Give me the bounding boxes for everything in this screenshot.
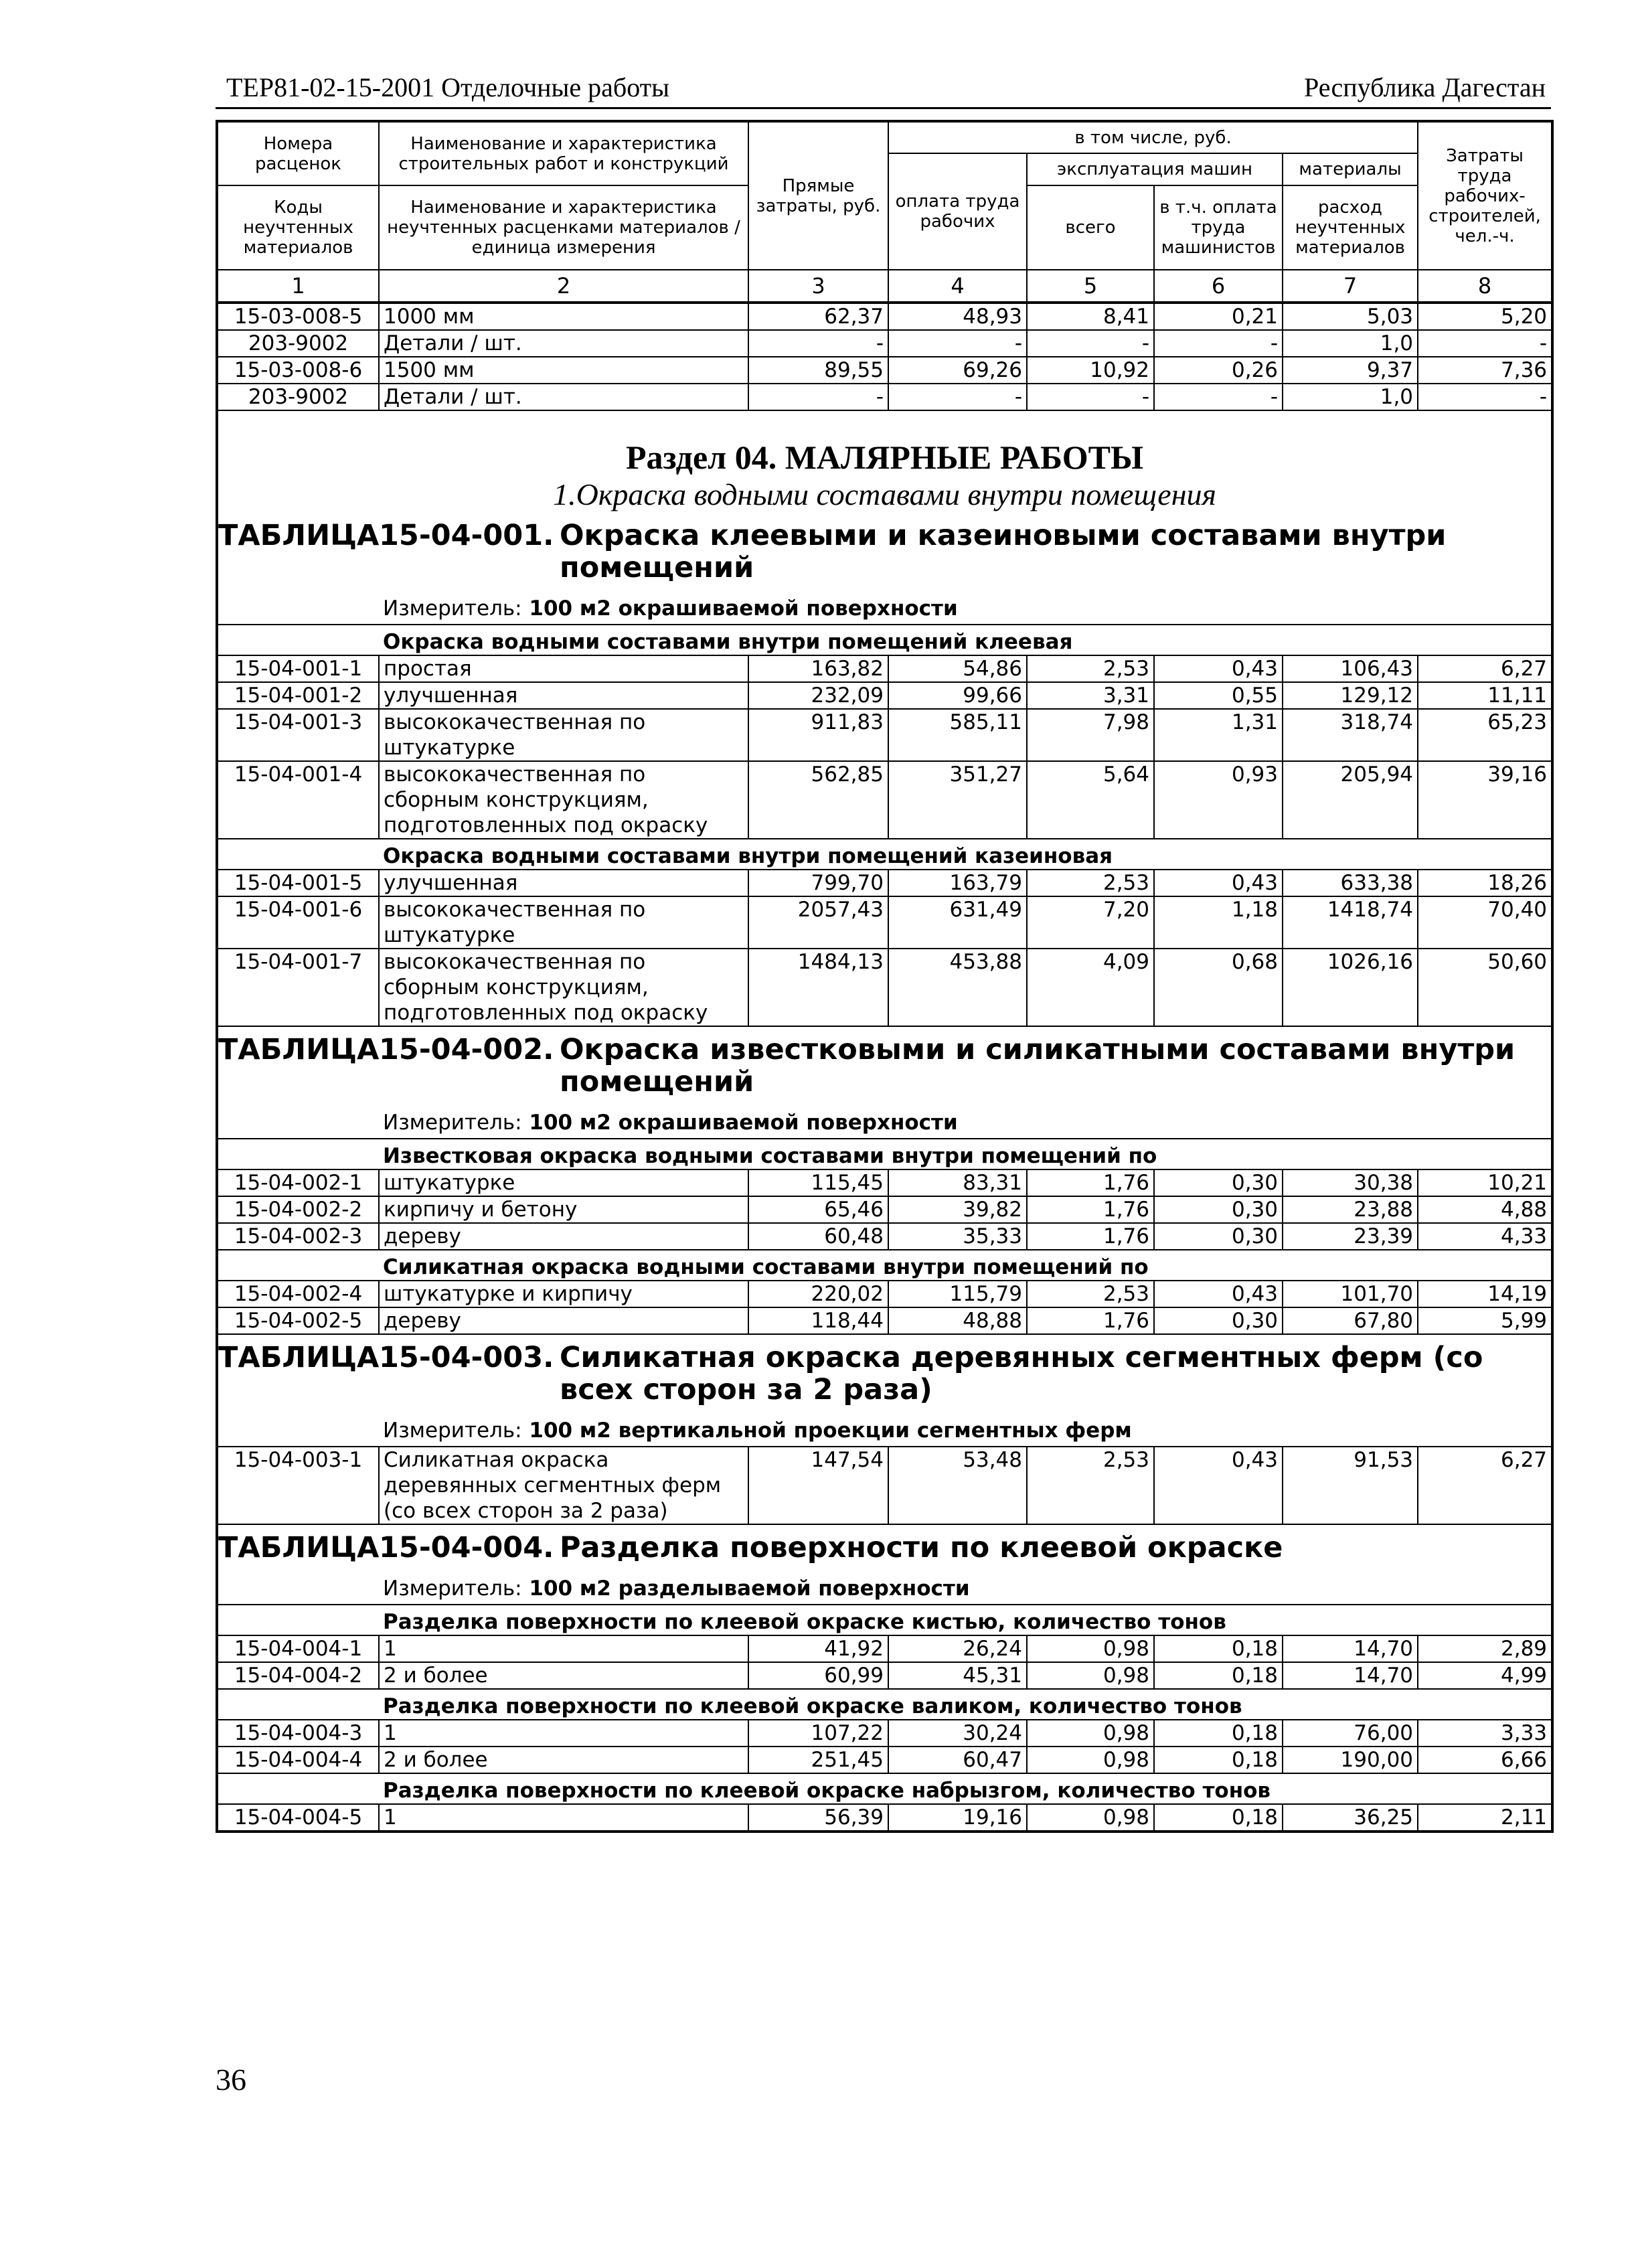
value-cell: 6,27	[1418, 1447, 1552, 1524]
subgroup-title: Разделка поверхности по клеевой окраске кистью, количество тонов	[379, 1605, 1552, 1635]
table-label: ТАБЛИЦА	[218, 519, 380, 552]
measure-row	[217, 1406, 1552, 1447]
value-cell: 453,88	[888, 949, 1027, 1026]
work-name: 1500 мм	[379, 357, 748, 384]
value-cell: 83,31	[888, 1169, 1027, 1196]
header-material-name: Наименование и характеристика неучтенных расценками материалов / единица измерения	[379, 185, 748, 270]
value-cell: -	[1418, 384, 1552, 410]
value-cell: 5,03	[1283, 303, 1418, 330]
table-row	[217, 896, 1552, 949]
header-materials: материалы	[1283, 153, 1418, 185]
subgroup-title: Окраска водными составами внутри помещений клеевая	[379, 625, 1552, 655]
table-label: ТАБЛИЦА	[218, 1531, 380, 1564]
table-row	[217, 655, 1552, 682]
value-cell: 115,79	[888, 1281, 1027, 1307]
measure-label: Измеритель:	[383, 1576, 522, 1601]
subgroup-title: Разделка поверхности по клеевой окраске набрызгом, количество тонов	[379, 1773, 1552, 1804]
value-cell: 2,53	[1027, 1447, 1154, 1524]
value-cell: 0,18	[1154, 1804, 1283, 1832]
value-cell: 190,00	[1283, 1747, 1418, 1773]
value-cell: 60,99	[748, 1662, 888, 1689]
value-cell: 0,30	[1154, 1169, 1283, 1196]
value-cell: 91,53	[1283, 1447, 1418, 1524]
measure-unit: 100 м2 окрашиваемой поверхности	[529, 1111, 958, 1135]
value-cell: 0,30	[1154, 1223, 1283, 1250]
value-cell: 0,30	[1154, 1307, 1283, 1334]
value-cell: 5,20	[1418, 303, 1552, 330]
value-cell: 14,19	[1418, 1281, 1552, 1307]
work-name: дереву	[379, 1307, 748, 1334]
table-header	[217, 121, 1552, 303]
table-row	[217, 1720, 1552, 1747]
measure-row	[217, 584, 1552, 625]
value-cell: -	[1154, 330, 1283, 357]
subgroup-title: Окраска водными составами внутри помещений казеиновая	[379, 839, 1552, 870]
measure-label: Измеритель:	[383, 1111, 522, 1135]
subgroup-row	[217, 1773, 1552, 1804]
table-row	[217, 1447, 1552, 1524]
value-cell: 0,43	[1154, 1281, 1283, 1307]
measure-unit: 100 м2 разделываемой поверхности	[529, 1576, 970, 1601]
subgroup-row	[217, 1605, 1552, 1635]
value-cell: 11,11	[1418, 682, 1552, 709]
value-cell: 0,18	[1154, 1720, 1283, 1747]
table-row	[217, 1169, 1552, 1196]
subgroup-row	[217, 839, 1552, 870]
value-cell: 1,76	[1027, 1169, 1154, 1196]
value-cell: 0,21	[1154, 303, 1283, 330]
value-cell: 0,43	[1154, 1447, 1283, 1524]
value-cell: 23,88	[1283, 1196, 1418, 1223]
rate-code: 15-04-001-6	[217, 896, 379, 949]
value-cell: 0,30	[1154, 1196, 1283, 1223]
work-name: простая	[379, 655, 748, 682]
work-name: Детали / шт.	[379, 330, 748, 357]
table-row	[217, 357, 1552, 384]
value-cell: 1418,74	[1283, 896, 1418, 949]
table-heading-row	[217, 1524, 1552, 1564]
value-cell: 3,31	[1027, 682, 1154, 709]
header-machine-total: всего	[1027, 185, 1154, 270]
work-name: 1	[379, 1804, 748, 1832]
column-number: 4	[888, 270, 1027, 303]
value-cell: 232,09	[748, 682, 888, 709]
value-cell: 89,55	[748, 357, 888, 384]
value-cell: 9,37	[1283, 357, 1418, 384]
value-cell: 2,53	[1027, 655, 1154, 682]
value-cell: 48,93	[888, 303, 1027, 330]
work-name: улучшенная	[379, 870, 748, 896]
value-cell: 2,53	[1027, 1281, 1154, 1307]
subgroup-title: Разделка поверхности по клеевой окраске валиком, количество тонов	[379, 1689, 1552, 1720]
rate-code: 203-9002	[217, 384, 379, 410]
section-heading-row	[217, 410, 1552, 513]
table-row	[217, 384, 1552, 410]
value-cell: 2,89	[1418, 1635, 1552, 1662]
value-cell: 4,88	[1418, 1196, 1552, 1223]
value-cell: -	[1418, 330, 1552, 357]
table-number: 15-04-004.	[379, 1531, 554, 1564]
value-cell: 60,47	[888, 1747, 1027, 1773]
value-cell: 0,93	[1154, 761, 1283, 839]
value-cell: 8,41	[1027, 303, 1154, 330]
measure-label: Измеритель:	[383, 1419, 522, 1443]
value-cell: 799,70	[748, 870, 888, 896]
value-cell: 35,33	[888, 1223, 1027, 1250]
rates-table	[216, 120, 1554, 1833]
table-row	[217, 1804, 1552, 1832]
header-including: в том числе, руб.	[888, 121, 1418, 153]
value-cell: 0,18	[1154, 1662, 1283, 1689]
value-cell: 1026,16	[1283, 949, 1418, 1026]
rate-code: 15-04-004-3	[217, 1720, 379, 1747]
rate-code: 15-04-004-5	[217, 1804, 379, 1832]
value-cell: 631,49	[888, 896, 1027, 949]
value-cell: 0,43	[1154, 655, 1283, 682]
rate-code: 15-04-002-2	[217, 1196, 379, 1223]
header-material-codes: Коды неучтенных материалов	[217, 185, 379, 270]
value-cell: 0,98	[1027, 1635, 1154, 1662]
table-row	[217, 1747, 1552, 1773]
value-cell: 19,16	[888, 1804, 1027, 1832]
column-numbers-row	[217, 270, 1552, 303]
value-cell: -	[1154, 384, 1283, 410]
header-labor-costs: Затраты труда рабочих-строителей, чел.-ч.	[1418, 121, 1552, 270]
work-name: высококачественная по штукатурке	[379, 896, 748, 949]
column-number: 2	[379, 270, 748, 303]
value-cell: 6,27	[1418, 655, 1552, 682]
rate-code: 15-04-001-1	[217, 655, 379, 682]
table-title: Окраска клеевыми и казеиновыми составами внутри помещений	[560, 519, 1447, 584]
value-cell: 1,31	[1154, 709, 1283, 761]
table-heading-row	[217, 1026, 1552, 1098]
value-cell: 585,11	[888, 709, 1027, 761]
value-cell: -	[888, 384, 1027, 410]
measure-unit: 100 м2 окрашиваемой поверхности	[529, 596, 958, 621]
rate-code: 203-9002	[217, 330, 379, 357]
value-cell: 7,20	[1027, 896, 1154, 949]
value-cell: 251,45	[748, 1747, 888, 1773]
work-name: высококачественная по сборным конструкциям, подготовленных под окраску	[379, 949, 748, 1026]
measure-row	[217, 1098, 1552, 1139]
value-cell: 4,09	[1027, 949, 1154, 1026]
measure-unit: 100 м2 вертикальной проекции сегментных ферм	[529, 1419, 1132, 1443]
value-cell: 0,98	[1027, 1720, 1154, 1747]
section-title: Раздел 04. МАЛЯРНЫЕ РАБОТЫ	[625, 438, 1144, 476]
value-cell: 1,76	[1027, 1196, 1154, 1223]
value-cell: 65,46	[748, 1196, 888, 1223]
rate-code: 15-04-002-1	[217, 1169, 379, 1196]
value-cell: 67,80	[1283, 1307, 1418, 1334]
value-cell: 3,33	[1418, 1720, 1552, 1747]
header-region: Республика Дагестан	[1304, 72, 1546, 102]
rate-code: 15-04-001-7	[217, 949, 379, 1026]
work-name: 1000 мм	[379, 303, 748, 330]
table-heading-row	[217, 1334, 1552, 1406]
rate-code: 15-04-003-1	[217, 1447, 379, 1524]
rate-code: 15-04-002-4	[217, 1281, 379, 1307]
value-cell: 2,11	[1418, 1804, 1552, 1832]
rate-code: 15-03-008-5	[217, 303, 379, 330]
value-cell: 562,85	[748, 761, 888, 839]
table-row	[217, 709, 1552, 761]
table-number: 15-04-003.	[379, 1341, 554, 1374]
table-title: Силикатная окраска деревянных сегментных ферм (со всех сторон за 2 раза)	[560, 1341, 1483, 1406]
rate-code: 15-04-004-2	[217, 1662, 379, 1689]
rate-code: 15-04-001-3	[217, 709, 379, 761]
rate-code: 15-03-008-6	[217, 357, 379, 384]
value-cell: 205,94	[1283, 761, 1418, 839]
table-title: Разделка поверхности по клеевой окраске	[560, 1531, 1283, 1564]
subgroup-title: Силикатная окраска водными составами внутри помещений по	[379, 1250, 1552, 1281]
table-row	[217, 1307, 1552, 1334]
value-cell: 56,39	[748, 1804, 888, 1832]
value-cell: 60,48	[748, 1223, 888, 1250]
value-cell: 351,27	[888, 761, 1027, 839]
rate-code: 15-04-002-3	[217, 1223, 379, 1250]
work-name: Детали / шт.	[379, 384, 748, 410]
rate-code: 15-04-002-5	[217, 1307, 379, 1334]
value-cell: 99,66	[888, 682, 1027, 709]
value-cell: 36,25	[1283, 1804, 1418, 1832]
column-number: 7	[1283, 270, 1418, 303]
value-cell: 5,99	[1418, 1307, 1552, 1334]
value-cell: 65,23	[1418, 709, 1552, 761]
table-row	[217, 1662, 1552, 1689]
column-number: 6	[1154, 270, 1283, 303]
value-cell: 0,18	[1154, 1635, 1283, 1662]
value-cell: 30,38	[1283, 1169, 1418, 1196]
value-cell: 633,38	[1283, 870, 1418, 896]
work-name: высококачественная по сборным конструкциям, подготовленных под окраску	[379, 761, 748, 839]
rate-code: 15-04-001-5	[217, 870, 379, 896]
column-number: 1	[217, 270, 379, 303]
work-name: штукатурке и кирпичу	[379, 1281, 748, 1307]
value-cell: 0,43	[1154, 870, 1283, 896]
work-name: 2 и более	[379, 1662, 748, 1689]
header-machine-operation: эксплуатация машин	[1027, 153, 1283, 185]
value-cell: 69,26	[888, 357, 1027, 384]
value-cell: 163,79	[888, 870, 1027, 896]
value-cell: 6,66	[1418, 1747, 1552, 1773]
value-cell: 14,70	[1283, 1662, 1418, 1689]
table-body	[217, 303, 1552, 1832]
value-cell: 1484,13	[748, 949, 888, 1026]
work-name: 1	[379, 1720, 748, 1747]
value-cell: 318,74	[1283, 709, 1418, 761]
subgroup-row	[217, 625, 1552, 655]
value-cell: 0,98	[1027, 1804, 1154, 1832]
value-cell: 18,26	[1418, 870, 1552, 896]
value-cell: 10,92	[1027, 357, 1154, 384]
value-cell: 0,68	[1154, 949, 1283, 1026]
value-cell: 26,24	[888, 1635, 1027, 1662]
value-cell: 147,54	[748, 1447, 888, 1524]
value-cell: 45,31	[888, 1662, 1027, 1689]
rate-code: 15-04-004-1	[217, 1635, 379, 1662]
value-cell: 911,83	[748, 709, 888, 761]
rate-code: 15-04-004-4	[217, 1747, 379, 1773]
value-cell: 118,44	[748, 1307, 888, 1334]
work-name: улучшенная	[379, 682, 748, 709]
section-subtitle: 1.Окраска водными составами внутри помещения	[553, 477, 1216, 511]
value-cell: 0,26	[1154, 357, 1283, 384]
value-cell: 1,0	[1283, 384, 1418, 410]
value-cell: 70,40	[1418, 896, 1552, 949]
work-name: высококачественная по штукатурке	[379, 709, 748, 761]
measure-row	[217, 1564, 1552, 1605]
header-worker-wages: оплата труда рабочих	[888, 153, 1027, 270]
value-cell: 76,00	[1283, 1720, 1418, 1747]
value-cell: 30,24	[888, 1720, 1027, 1747]
value-cell: 50,60	[1418, 949, 1552, 1026]
value-cell: -	[1027, 330, 1154, 357]
value-cell: -	[748, 330, 888, 357]
table-row	[217, 1281, 1552, 1307]
value-cell: 0,98	[1027, 1662, 1154, 1689]
header-material-consumption: расход неучтенных материалов	[1283, 185, 1418, 270]
page-number: 36	[216, 2062, 246, 2097]
value-cell: 107,22	[748, 1720, 888, 1747]
value-cell: 4,33	[1418, 1223, 1552, 1250]
value-cell: 101,70	[1283, 1281, 1418, 1307]
value-cell: 23,39	[1283, 1223, 1418, 1250]
table-title: Окраска известковыми и силикатными составами внутри помещений	[560, 1033, 1516, 1098]
value-cell: 129,12	[1283, 682, 1418, 709]
header-direct-costs: Прямые затраты, руб.	[748, 121, 888, 270]
table-row	[217, 330, 1552, 357]
table-label: ТАБЛИЦА	[218, 1033, 380, 1066]
value-cell: 1,76	[1027, 1223, 1154, 1250]
value-cell: -	[888, 330, 1027, 357]
column-number: 8	[1418, 270, 1552, 303]
running-header	[216, 67, 1551, 109]
value-cell: -	[1027, 384, 1154, 410]
work-name: 1	[379, 1635, 748, 1662]
value-cell: 39,16	[1418, 761, 1552, 839]
value-cell: 4,99	[1418, 1662, 1552, 1689]
header-rate-numbers: Номера расценок	[217, 121, 379, 185]
table-row	[217, 870, 1552, 896]
value-cell: 10,21	[1418, 1169, 1552, 1196]
value-cell: 0,18	[1154, 1747, 1283, 1773]
table-row	[217, 949, 1552, 1026]
value-cell: 0,98	[1027, 1747, 1154, 1773]
value-cell: 2057,43	[748, 896, 888, 949]
value-cell: 7,36	[1418, 357, 1552, 384]
table-row	[217, 1635, 1552, 1662]
work-name: 2 и более	[379, 1747, 748, 1773]
value-cell: 5,64	[1027, 761, 1154, 839]
subgroup-row	[217, 1250, 1552, 1281]
value-cell: 2,53	[1027, 870, 1154, 896]
subgroup-row	[217, 1139, 1552, 1169]
rate-code: 15-04-001-2	[217, 682, 379, 709]
table-label: ТАБЛИЦА	[218, 1341, 380, 1374]
work-name: кирпичу и бетону	[379, 1196, 748, 1223]
value-cell: 39,82	[888, 1196, 1027, 1223]
value-cell: 220,02	[748, 1281, 888, 1307]
document-page	[216, 67, 1551, 1833]
value-cell: 7,98	[1027, 709, 1154, 761]
header-work-name: Наименование и характеристика строительных работ и конструкций	[379, 121, 748, 185]
column-number: 3	[748, 270, 888, 303]
value-cell: 1,18	[1154, 896, 1283, 949]
table-row	[217, 682, 1552, 709]
value-cell: 106,43	[1283, 655, 1418, 682]
value-cell: 48,88	[888, 1307, 1027, 1334]
header-document-title: ТЕР81-02-15-2001 Отделочные работы	[226, 72, 670, 102]
table-row	[217, 1223, 1552, 1250]
value-cell: 1,76	[1027, 1307, 1154, 1334]
subgroup-row	[217, 1689, 1552, 1720]
value-cell: 115,45	[748, 1169, 888, 1196]
value-cell: 41,92	[748, 1635, 888, 1662]
measure-label: Измеритель:	[383, 596, 522, 621]
rate-code: 15-04-001-4	[217, 761, 379, 839]
value-cell: 53,48	[888, 1447, 1027, 1524]
work-name: дереву	[379, 1223, 748, 1250]
value-cell: 14,70	[1283, 1635, 1418, 1662]
value-cell: 54,86	[888, 655, 1027, 682]
value-cell: 0,55	[1154, 682, 1283, 709]
table-number: 15-04-002.	[379, 1033, 554, 1066]
table-number: 15-04-001.	[379, 519, 554, 552]
subgroup-title: Известковая окраска водными составами внутри помещений по	[379, 1139, 1552, 1169]
table-heading-row	[217, 513, 1552, 584]
header-operator-wages: в т.ч. оплата труда машинистов	[1154, 185, 1283, 270]
table-row	[217, 761, 1552, 839]
value-cell: 1,0	[1283, 330, 1418, 357]
table-row	[217, 303, 1552, 330]
table-row	[217, 1196, 1552, 1223]
column-number: 5	[1027, 270, 1154, 303]
value-cell: 62,37	[748, 303, 888, 330]
value-cell: 163,82	[748, 655, 888, 682]
work-name: штукатурке	[379, 1169, 748, 1196]
value-cell: -	[748, 384, 888, 410]
work-name: Силикатная окраска деревянных сегментных ферм (со всех сторон за 2 раза)	[379, 1447, 748, 1524]
